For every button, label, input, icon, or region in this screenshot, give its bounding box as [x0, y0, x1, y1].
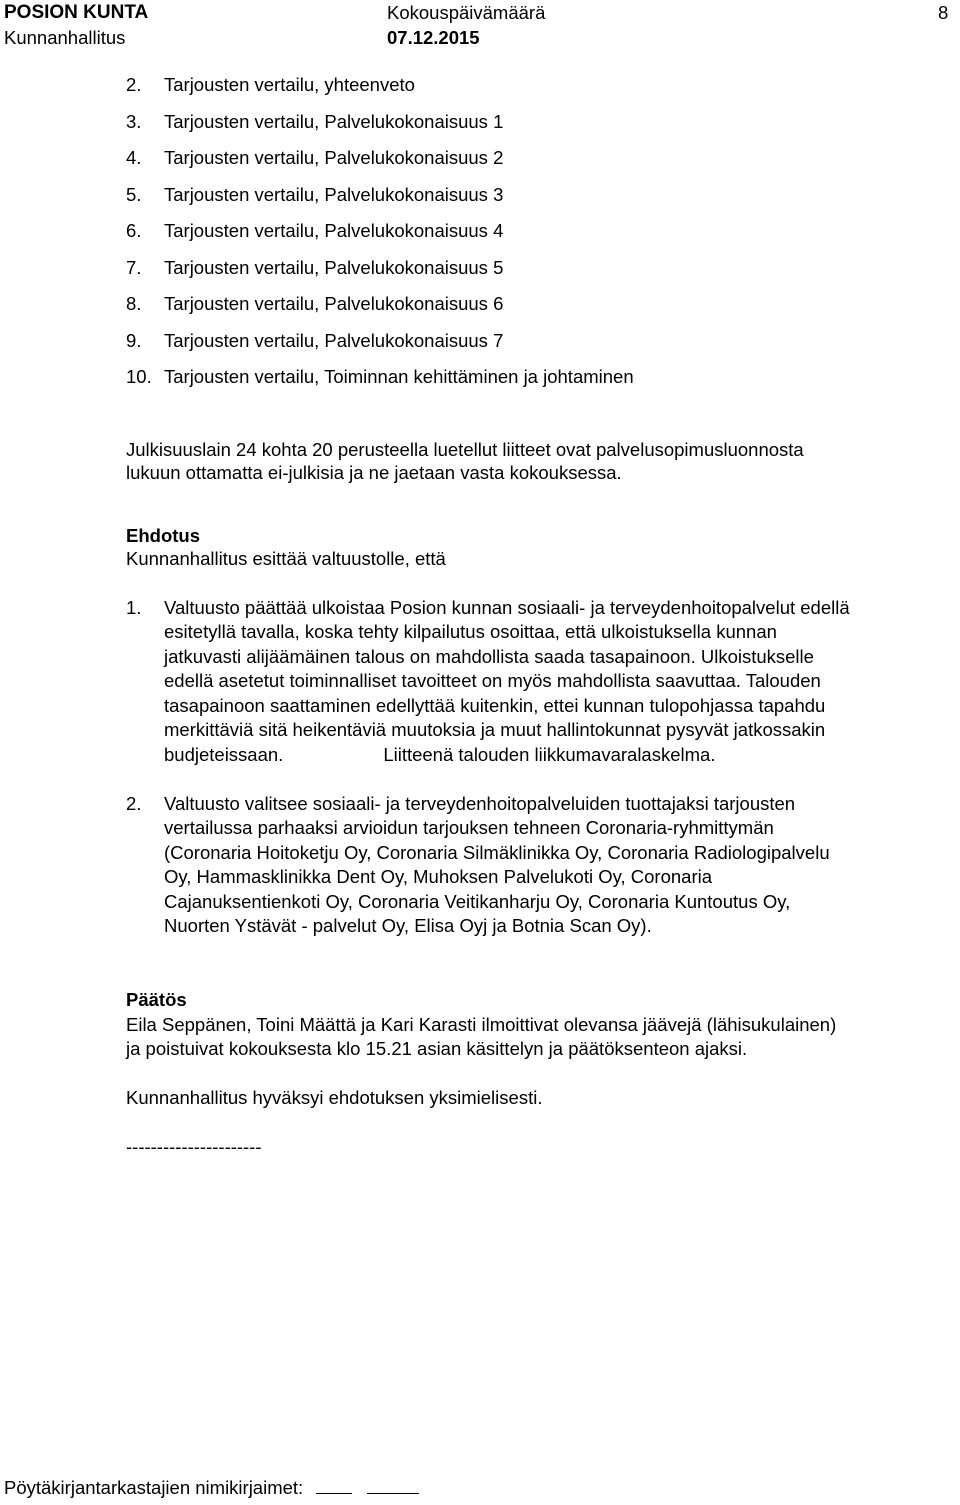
list-item: 9. Tarjousten vertailu, Palvelukokonaisuus 7 [126, 330, 504, 351]
proposal-item-line: Nuorten Ystävät - palvelut Oy, Elisa Oyj ja Botnia Scan Oy). [164, 915, 652, 936]
proposal-item-line: Valtuusto valitsee sosiaali- ja terveydenhoitopalveluiden tuottajaksi tarjousten [164, 793, 796, 814]
list-item: 5. Tarjousten vertailu, Palvelukokonaisuus 3 [126, 184, 504, 205]
organization-name: POSION KUNTA [4, 2, 149, 23]
list-item: 8. Tarjousten vertailu, Palvelukokonaisuus 6 [126, 293, 504, 314]
date-label: Kokouspäivämäärä [387, 2, 546, 23]
proposal-item-line: Valtuusto päättää ulkoistaa Posion kunnan sosiaali- ja terveydenhoitopalvelut edellä [164, 597, 850, 618]
proposal-item-line: edellä asetetut toiminnalliset tavoitteet on myös mahdollista saavuttaa. Talouden [164, 670, 821, 691]
proposal-item-line: esitetyllä tavalla, koska tehty kilpailutus osoittaa, että ulkoistuksella kunnan [164, 621, 777, 642]
proposal-item-line: budjeteissaan. Liitteenä talouden liikkumavaralaskelma. [164, 744, 716, 765]
decision-line: Eila Seppänen, Toini Määttä ja Kari Karasti ilmoittivat olevansa jäävejä (lähisukulainen) [126, 1014, 837, 1035]
page-number: 8 [938, 2, 949, 23]
proposal-item-line: merkittäviä sitä heikentäviä muutoksia ja muut hallintokunnat pysyvät jatkossakin [164, 719, 826, 740]
list-item: 6. Tarjousten vertailu, Palvelukokonaisuus 4 [126, 220, 504, 241]
proposal-item-line: Cajanuksentienkoti Oy, Coronaria Veitikanharju Oy, Coronaria Kuntoutus Oy, [164, 891, 791, 912]
list-item: 4. Tarjousten vertailu, Palvelukokonaisuus 2 [126, 147, 504, 168]
proposal-item-line: (Coronaria Hoitoketju Oy, Coronaria Silmäklinikka Oy, Coronaria Radiologipalvelu [164, 842, 830, 863]
proposal-item-line: Oy, Hammasklinikka Dent Oy, Muhoksen Palvelukoti Oy, Coronaria [164, 866, 712, 887]
proposal-heading: Ehdotus [126, 525, 200, 546]
proposal-item-line: jatkuvasti alijäämäinen talous on mahdollista saada tasapainoon. Ulkoistukselle [164, 646, 814, 667]
publicity-note-line: Julkisuuslain 24 kohta 20 perusteella luetellut liitteet ovat palvelusopimusluonnosta [126, 439, 804, 460]
list-item: 2. Tarjousten vertailu, yhteenveto [126, 74, 415, 95]
list-item: 3. Tarjousten vertailu, Palvelukokonaisuus 1 [126, 111, 504, 132]
publicity-note-line: lukuun ottamatta ei-julkisia ja ne jaetaan vasta kokouksessa. [126, 462, 622, 483]
proposal-item-number: 1. [126, 597, 142, 618]
proposal-intro: Kunnanhallitus esittää valtuustolle, että [126, 548, 446, 569]
list-item: 10. Tarjousten vertailu, Toiminnan kehittäminen ja johtaminen [126, 366, 634, 387]
decision-heading: Päätös [126, 989, 187, 1010]
initials-blank [367, 1477, 419, 1494]
initials-blank [316, 1477, 352, 1494]
section-separator: ---------------------- [126, 1136, 262, 1157]
decision-result: Kunnanhallitus hyväksyi ehdotuksen yksimielisesti. [126, 1087, 543, 1108]
meeting-date: 07.12.2015 [387, 27, 480, 48]
footer-initials-label: Pöytäkirjantarkastajien nimikirjaimet: [4, 1476, 419, 1500]
proposal-item-line: vertailussa parhaaksi arvioidun tarjouksen tehneen Coronaria-ryhmittymän [164, 817, 774, 838]
proposal-item-number: 2. [126, 793, 142, 814]
list-item: 7. Tarjousten vertailu, Palvelukokonaisuus 5 [126, 257, 504, 278]
decision-line: ja poistuivat kokouksesta klo 15.21 asian käsittelyn ja päätöksenteon ajaksi. [126, 1038, 748, 1059]
proposal-item-line: tasapainoon saattaminen edellyttää kuitenkin, ettei kunnan tulopohjassa tapahdu [164, 695, 826, 716]
meeting-body: Kunnanhallitus [4, 27, 126, 48]
